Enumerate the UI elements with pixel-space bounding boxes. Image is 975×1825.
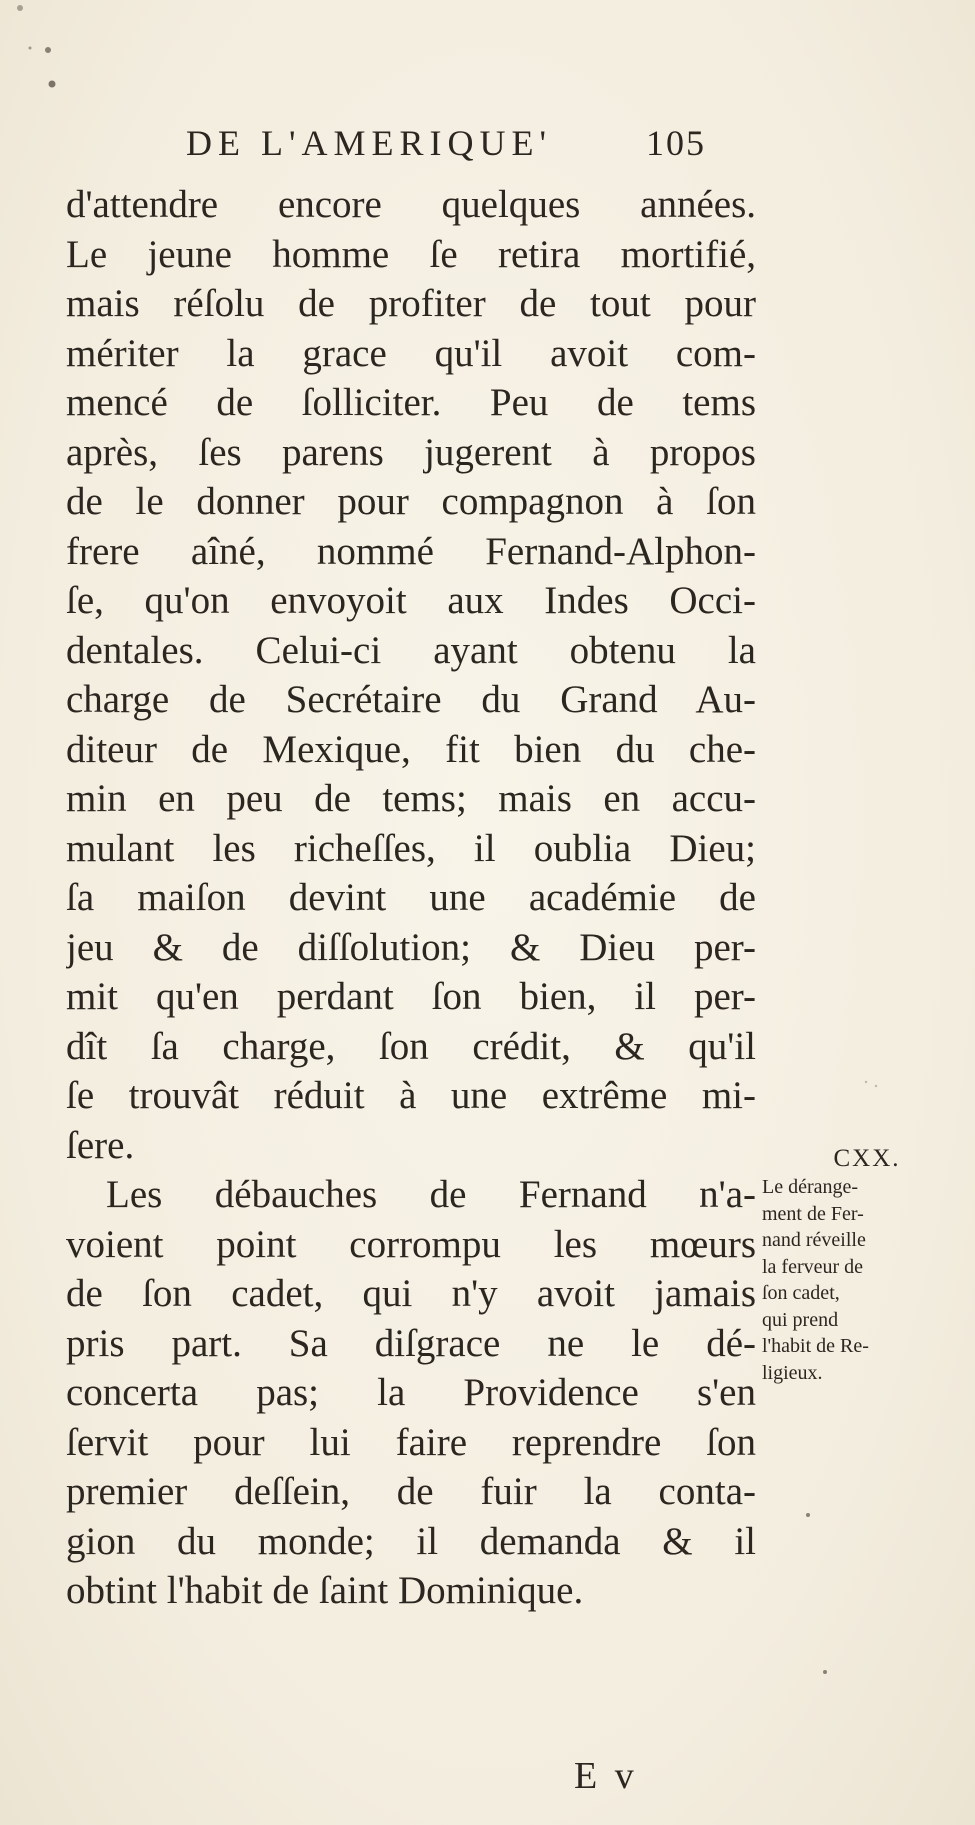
- running-title: DE L'AMERIQUE': [186, 123, 552, 163]
- text-line: jeu & de diſſolution; & Dieu per-: [66, 925, 756, 969]
- margin-note-line: ment de Fer-: [762, 1202, 864, 1225]
- text-line: ſere.: [66, 1123, 135, 1167]
- text-line: de le donner pour compagnon à ſon: [66, 480, 756, 523]
- text-line: ſe trouvât réduit à une extrême mi-: [66, 1074, 756, 1117]
- text-line: gion du monde; il demanda & il: [66, 1519, 756, 1563]
- text-line: dît ſa charge, ſon crédit, & qu'il: [66, 1024, 756, 1068]
- main-text: [66, 180, 756, 1616]
- text-line: mais réſolu de profiter de tout pour: [66, 282, 756, 325]
- margin-note-number: CXX.: [833, 1145, 901, 1172]
- margin-note-line: ſon cadet,: [762, 1282, 840, 1304]
- margin-note-line: l'habit de Re-: [762, 1335, 869, 1357]
- text-line: mencé de ſolliciter. Peu de tems: [66, 381, 756, 424]
- margin-note-line: nand réveille: [762, 1229, 866, 1251]
- text-line: ſa maiſon devint une académie de: [66, 876, 756, 919]
- text-line: frere aîné, nommé Fernand-Alphon-: [66, 529, 756, 573]
- text-line: min en peu de tems; mais en accu-: [66, 777, 756, 820]
- text-line: après, ſes parens jugerent à propos: [66, 430, 756, 474]
- margin-note-line: ligieux.: [762, 1361, 823, 1384]
- text-line: dentales. Celui-ci ayant obtenu la: [66, 628, 756, 672]
- text-line: Les débauches de Fernand n'a-: [106, 1173, 756, 1216]
- catchword: E v: [574, 1755, 638, 1797]
- text-line: mit qu'en perdant ſon bien, il per-: [66, 975, 756, 1018]
- text-line: mulant les richeſſes, il oublia Dieu;: [66, 826, 756, 870]
- text-line: d'attendre encore quelques années.: [66, 183, 756, 226]
- text-line: diteur de Mexique, fit bien du che-: [66, 727, 756, 771]
- text-line: obtint l'habit de ſaint Dominique.: [66, 1569, 584, 1612]
- page-number: 105: [646, 123, 706, 163]
- text-line: pris part. Sa diſgrace ne le dé-: [66, 1321, 756, 1365]
- margin-note-line: la ferveur de: [762, 1255, 864, 1278]
- text-line: Le jeune homme ſe retira mortifié,: [66, 232, 756, 276]
- text-line: ſe, qu'on envoyoit aux Indes Occi-: [66, 579, 756, 622]
- text-line: voient point corrompu les mœurs: [66, 1222, 756, 1266]
- margin-note: [762, 1144, 962, 1386]
- margin-note-line: Le dérange-: [762, 1176, 859, 1198]
- text-line: concerta pas; la Providence s'en: [66, 1371, 756, 1414]
- running-header: [186, 118, 706, 168]
- text-line: de ſon cadet, qui n'y avoit jamais: [66, 1272, 756, 1315]
- text-line: ſervit pour lui faire reprendre ſon: [66, 1420, 756, 1464]
- text-line: premier deſſein, de fuir la conta-: [66, 1470, 756, 1513]
- margin-note-line: qui prend: [762, 1308, 839, 1331]
- text-line: mériter la grace qu'il avoit com-: [66, 331, 756, 375]
- text-line: charge de Secrétaire du Grand Au-: [66, 678, 756, 721]
